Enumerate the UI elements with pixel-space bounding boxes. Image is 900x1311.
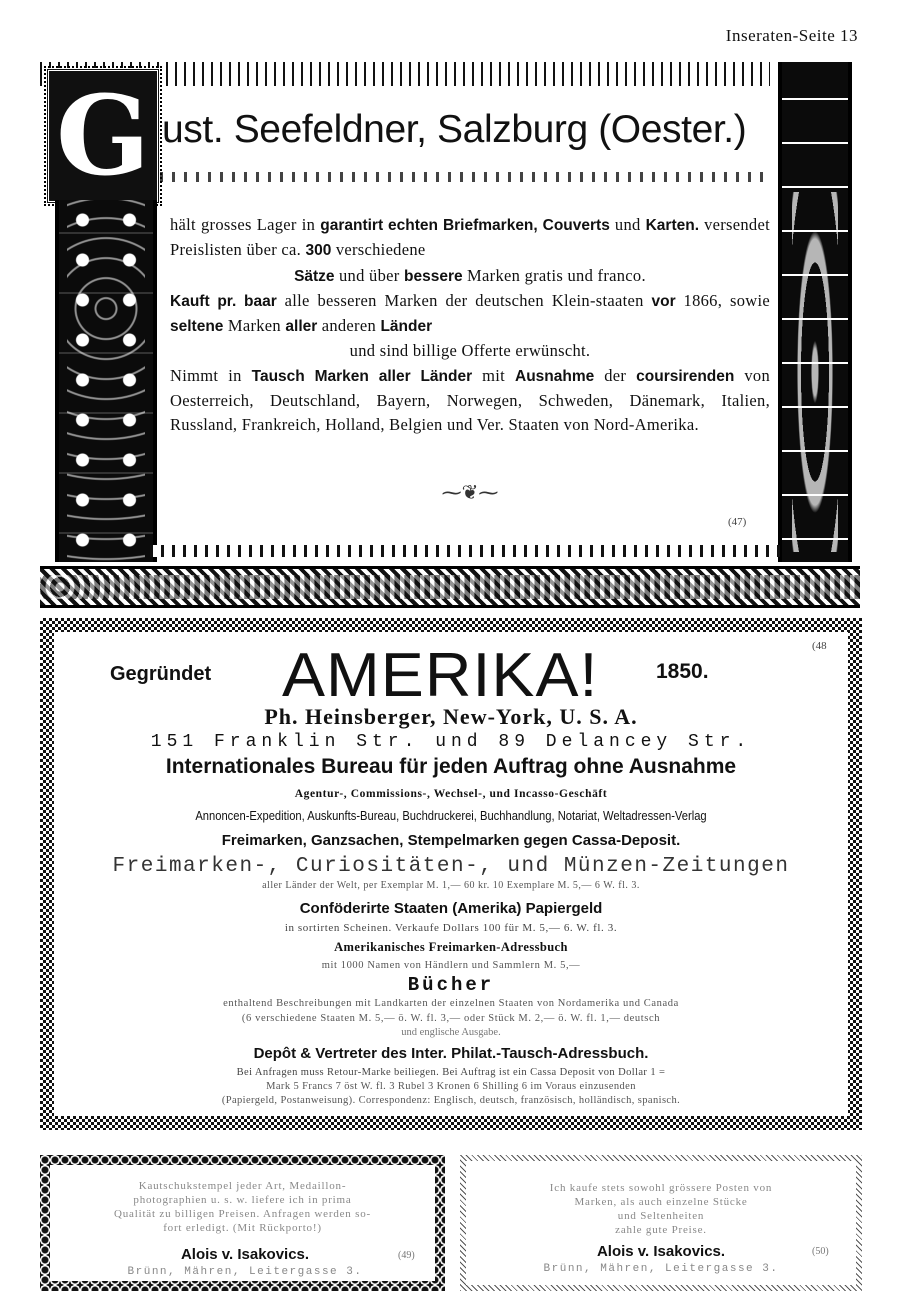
- ad2-number: (48: [812, 640, 827, 652]
- ad4-address: Brünn, Mähren, Leitergasse 3.: [543, 1263, 779, 1275]
- founded-year: 1850.: [656, 660, 709, 683]
- ad2-headline: AMERIKA!: [282, 641, 599, 710]
- buecher-detail-3: und englische Ausgabe.: [401, 1027, 501, 1038]
- fleuron-ornament: ⁓❦⁓: [441, 482, 499, 504]
- right-ornamental-border: [778, 62, 852, 562]
- company-address: 151 Franklin Str. und 89 Delancey Str.: [150, 732, 752, 752]
- zeitungen-heading: Freimarken-, Curiositäten-, und Münzen-Zeitungen: [112, 855, 790, 878]
- ad1-title: ust. Seefeldner, Salzburg (Oester.): [162, 108, 747, 151]
- buecher-detail-1: enthaltend Beschreibungen mit Landkarten der einzelnen Staaten von Nordamerika und Canada: [223, 998, 679, 1009]
- title-underline-ornament: [160, 172, 765, 182]
- ad4-text-4: zahle gute Preise.: [615, 1224, 707, 1236]
- ad3-text-1: Kautschukstempel jeder Art, Medaillon-: [138, 1180, 347, 1192]
- company-name: Ph. Heinsberger, New-York, U. S. A.: [264, 704, 638, 729]
- agentur-line: Agentur-, Commissions-, Wechsel-, und Incasso-Geschäft: [294, 788, 608, 800]
- initial-letter: G: [56, 71, 150, 200]
- adressbuch-detail: mit 1000 Namen von Händlern und Sammlern M. 5,—: [321, 960, 581, 971]
- adressbuch-heading: Amerikanisches Freimarken-Adressbuch: [334, 940, 568, 954]
- bottom-decorative-band: [150, 545, 780, 557]
- freimarken-line: Freimarken, Ganzsachen, Stempelmarken gegen Cassa-Deposit.: [221, 832, 681, 849]
- ad4-text-1: Ich kaufe stets sowohl grössere Posten von: [549, 1182, 773, 1194]
- papiergeld-heading: Conföderirte Staaten (Amerika) Papiergeld: [299, 900, 603, 917]
- depot-line: Depôt & Vertreter des Inter. Philat.-Tausch-Adressbuch.: [253, 1045, 649, 1062]
- ad4-text-3: und Seltenheiten: [617, 1210, 705, 1222]
- ad3-text-3: Qualität zu billigen Preisen. Anfragen werden so-: [114, 1208, 371, 1220]
- ad3-text-4: fort erledigt. (Mit Rückporto!): [163, 1222, 322, 1234]
- buecher-heading: Bücher: [407, 974, 495, 996]
- buecher-detail-2: (6 verschiedene Staaten M. 5,— ö. W. fl. 3,— oder Stück M. 2,— ö. W. fl. 1,— deutsch: [241, 1013, 661, 1024]
- anfragen-line-3: (Papiergeld, Postanweisung). Correspondenz: Englisch, deutsch, französisch, holländisch, spanisch.: [221, 1095, 681, 1106]
- ad3-number: (49): [398, 1250, 415, 1261]
- ad3-text-2: photographien u. s. w. liefere ich in prima: [133, 1194, 352, 1206]
- left-ornamental-border: [55, 200, 157, 562]
- ad3-address: Brünn, Mähren, Leitergasse 3.: [127, 1266, 363, 1278]
- anfragen-line-2: Mark 5 Francs 7 öst W. fl. 3 Rubel 3 Kronen 6 Shilling 6 im Voraus einzusenden: [266, 1081, 636, 1092]
- page-header: Inseraten-Seite 13: [725, 26, 858, 45]
- papiergeld-detail: in sortirten Scheinen. Verkaufe Dollars 100 für M. 5,— 6. W. fl. 3.: [284, 922, 618, 934]
- zeitungen-detail: aller Länder der Welt, per Exemplar M. 1,— 60 kr. 10 Exemplare M. 5,— 6 W. fl. 3.: [262, 880, 640, 891]
- ad4-text-2: Marken, als auch einzelne Stücke: [574, 1196, 748, 1208]
- ad3-name: Alois v. Isakovics.: [180, 1246, 310, 1263]
- ad1-number: (47): [728, 516, 747, 528]
- bureau-line: Internationales Bureau für jeden Auftrag ohne Ausnahme: [165, 755, 737, 778]
- ornamental-frieze: [40, 566, 860, 608]
- ad4-name: Alois v. Isakovics.: [596, 1243, 726, 1260]
- founded-label: Gegründet: [110, 663, 212, 685]
- services-line: Annoncen-Expedition, Auskunfts-Bureau, Buchdruckerei, Buchhandlung, Notariat, Weltadressen-Verlag: [195, 808, 707, 823]
- ad4-number: (50): [812, 1246, 829, 1257]
- ad1-body: hält grosses Lager in garantirt echten Briefmarken, Couverts und Karten. versendet Preislisten über ca. 300 verschiedene Sätze und über bessere Marken gratis und franco. Kauft pr. baar alle besseren Marken der deutschen Klein-staaten vor 1866, sowie seltene Marken aller anderen Länder und sind billige Offerte erwünscht. Nimmt in Tausch Marken aller Länder mit Ausnahme der coursirenden von Oesterreich, Deutschland, Bayern, Norwegen, Schweden, Dänemark, Italien, Russland, Frankreich, Holland, Belgien und Ver. Staaten von Nord-Amerika.: [170, 215, 770, 435]
- anfragen-line-1: Bei Anfragen muss Retour-Marke beiliegen. Bei Auftrag ist ein Cassa Deposit von Dollar 1 =: [236, 1067, 666, 1078]
- decorative-initial: [46, 68, 160, 204]
